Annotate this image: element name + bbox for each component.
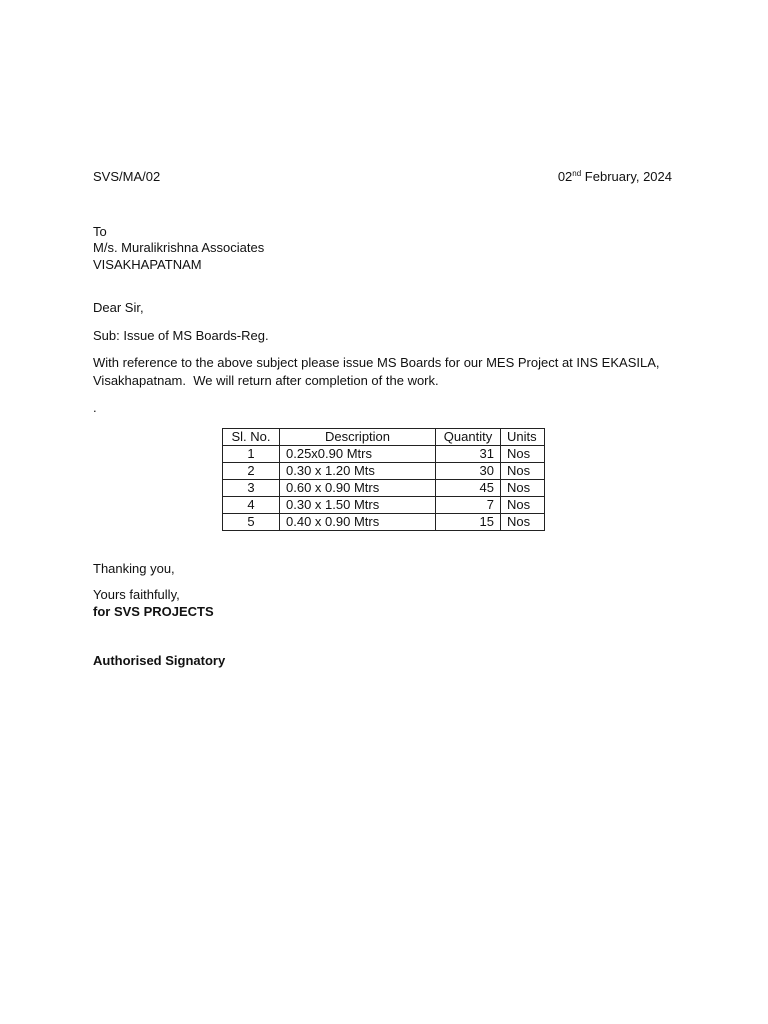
cell-description: 0.25x0.90 Mtrs: [280, 446, 436, 463]
table-row: [223, 480, 545, 497]
cell-sl-no: 4: [223, 497, 280, 514]
table-row: [223, 446, 545, 463]
cell-sl-no: 2: [223, 463, 280, 480]
header-sl-no: Sl. No.: [223, 429, 280, 446]
cell-quantity: 15: [436, 514, 501, 531]
table-row: [223, 514, 545, 531]
cell-quantity: 31: [436, 446, 501, 463]
reference-number: SVS/MA/02: [93, 169, 161, 184]
body-line-1: With reference to the above subject please issue MS Boards for our MES Project at INS EKASILA,: [93, 355, 660, 370]
table-row: [223, 497, 545, 514]
date-day: 02: [557, 169, 573, 184]
cell-sl-no: 3: [223, 480, 280, 497]
cell-units: Nos: [501, 480, 545, 497]
body-line-2: Visakhapatnam. We will return after completion of the work.: [93, 373, 439, 388]
dot-line: .: [93, 400, 97, 415]
table-header-row: [223, 429, 545, 446]
cell-description: 0.40 x 0.90 Mtrs: [280, 514, 436, 531]
cell-quantity: 45: [436, 480, 501, 497]
cell-description: 0.60 x 0.90 Mtrs: [280, 480, 436, 497]
header-quantity: Quantity: [436, 429, 501, 446]
cell-quantity: 30: [436, 463, 501, 480]
date-suffix: nd: [572, 169, 582, 178]
cell-units: Nos: [501, 463, 545, 480]
to-label: To: [93, 224, 107, 239]
header-units: Units: [501, 429, 545, 446]
letter-date: [558, 169, 672, 185]
cell-units: Nos: [501, 514, 545, 531]
header-description: Description: [280, 429, 436, 446]
recipient-city: VISAKHAPATNAM: [93, 257, 202, 272]
items-table: [222, 428, 545, 531]
cell-units: Nos: [501, 497, 545, 514]
table-row: [223, 463, 545, 480]
cell-sl-no: 1: [223, 446, 280, 463]
subject-line: Sub: Issue of MS Boards-Reg.: [93, 328, 269, 343]
cell-description: 0.30 x 1.20 Mts: [280, 463, 436, 480]
company-name: for SVS PROJECTS: [93, 604, 214, 619]
cell-units: Nos: [501, 446, 545, 463]
thanks-line: Thanking you,: [93, 561, 175, 576]
cell-quantity: 7: [436, 497, 501, 514]
cell-sl-no: 5: [223, 514, 280, 531]
date-month-year: February, 2024: [581, 169, 672, 184]
closing-line: Yours faithfully,: [93, 587, 180, 602]
salutation: Dear Sir,: [93, 300, 144, 315]
cell-description: 0.30 x 1.50 Mtrs: [280, 497, 436, 514]
recipient-name: M/s. Muralikrishna Associates: [93, 240, 265, 255]
signatory-label: Authorised Signatory: [93, 653, 226, 668]
